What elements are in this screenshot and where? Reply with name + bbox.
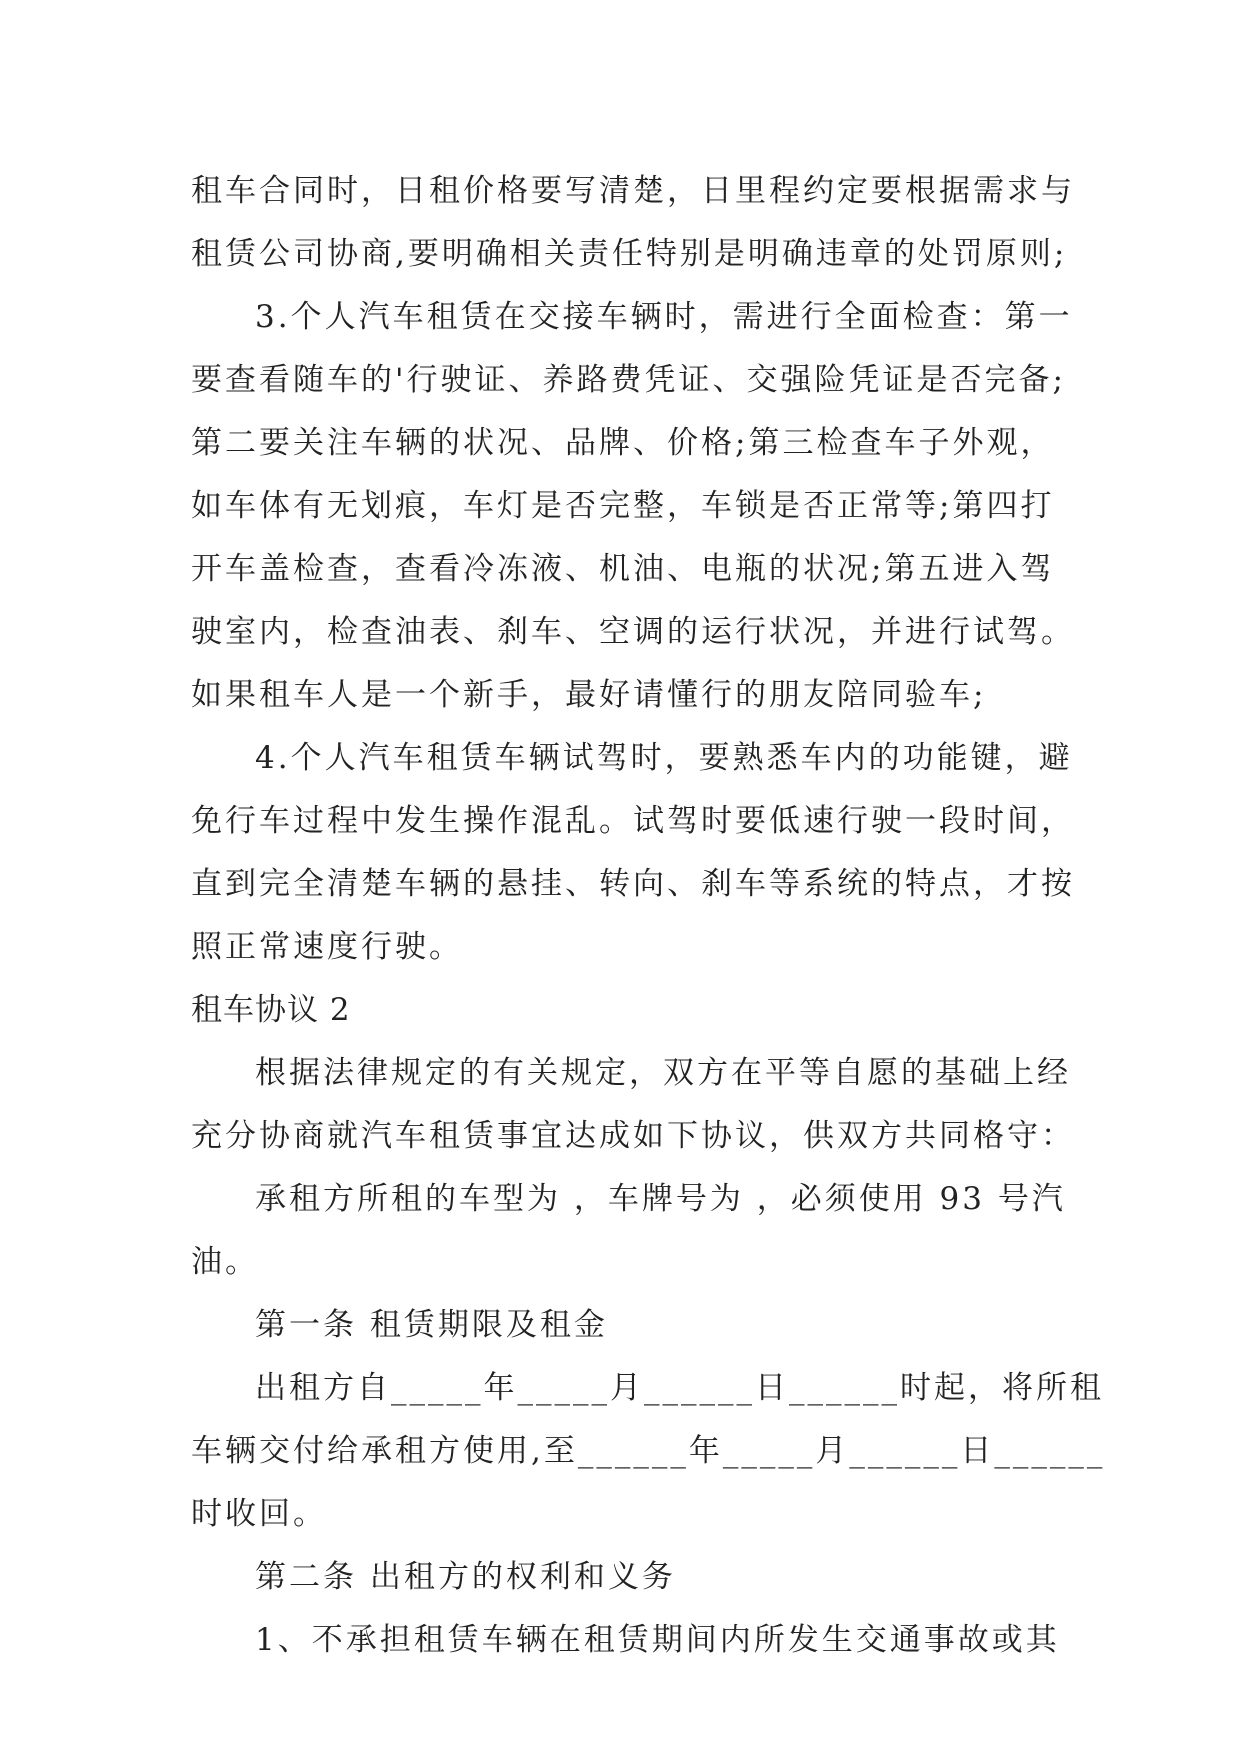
- text-line: 免行车过程中发生操作混乱。试驾时要低速行驶一段时间，: [191, 803, 1075, 839]
- article-heading: 第二条 出租方的权利和义务: [255, 1559, 676, 1595]
- article-heading: 第一条 租赁期限及租金: [255, 1307, 608, 1343]
- text-line: 第二要关注车辆的状况、品牌、价格;第三检查车子外观，: [191, 425, 1055, 461]
- section-heading: 租车协议 2: [191, 992, 351, 1028]
- text-line: 根据法律规定的有关规定，双方在平等自愿的基础上经: [255, 1055, 1071, 1091]
- text-line: 充分协商就汽车租赁事宜达成如下协议，供双方共同格守：: [191, 1118, 1075, 1154]
- text-line: 租赁公司协商,要明确相关责任特别是明确违章的处罚原则;: [191, 236, 1068, 272]
- text-line: 承租方所租的车型为 ，车牌号为 ，必须使用 93 号汽: [255, 1181, 1066, 1217]
- text-line: 租车合同时，日租价格要写清楚，日里程约定要根据需求与: [191, 173, 1075, 209]
- text-line: 驶室内，检查油表、刹车、空调的运行状况，并进行试驾。: [191, 614, 1075, 650]
- text-line: 如车体有无划痕，车灯是否完整，车锁是否正常等;第四打: [191, 488, 1055, 524]
- text-line: 直到完全清楚车辆的悬挂、转向、刹车等系统的特点，才按: [191, 866, 1075, 902]
- text-line: 开车盖检查，查看冷冻液、机油、电瓶的状况;第五进入驾: [191, 551, 1055, 587]
- text-line: 要查看随车的'行驶证、养路费凭证、交强险凭证是否完备;: [191, 362, 1066, 398]
- document-body: [191, 160, 1106, 1672]
- text-line: 车辆交付给承租方使用,至______年_____月______日______: [191, 1433, 1106, 1469]
- text-line: 出租方自_____年_____月______日______时起，将所租: [255, 1370, 1104, 1406]
- text-line: 照正常速度行驶。: [191, 929, 463, 965]
- text-line: 1、不承担租赁车辆在租赁期间内所发生交通事故或其: [255, 1622, 1060, 1658]
- text-line: 3.个人汽车租赁在交接车辆时，需进行全面检查：第一: [255, 299, 1073, 335]
- text-line: 油。: [191, 1244, 259, 1280]
- text-line: 如果租车人是一个新手，最好请懂行的朋友陪同验车;: [191, 677, 987, 713]
- text-line: 4.个人汽车租赁车辆试驾时，要熟悉车内的功能键，避: [255, 740, 1073, 776]
- text-line: 时收回。: [191, 1496, 327, 1532]
